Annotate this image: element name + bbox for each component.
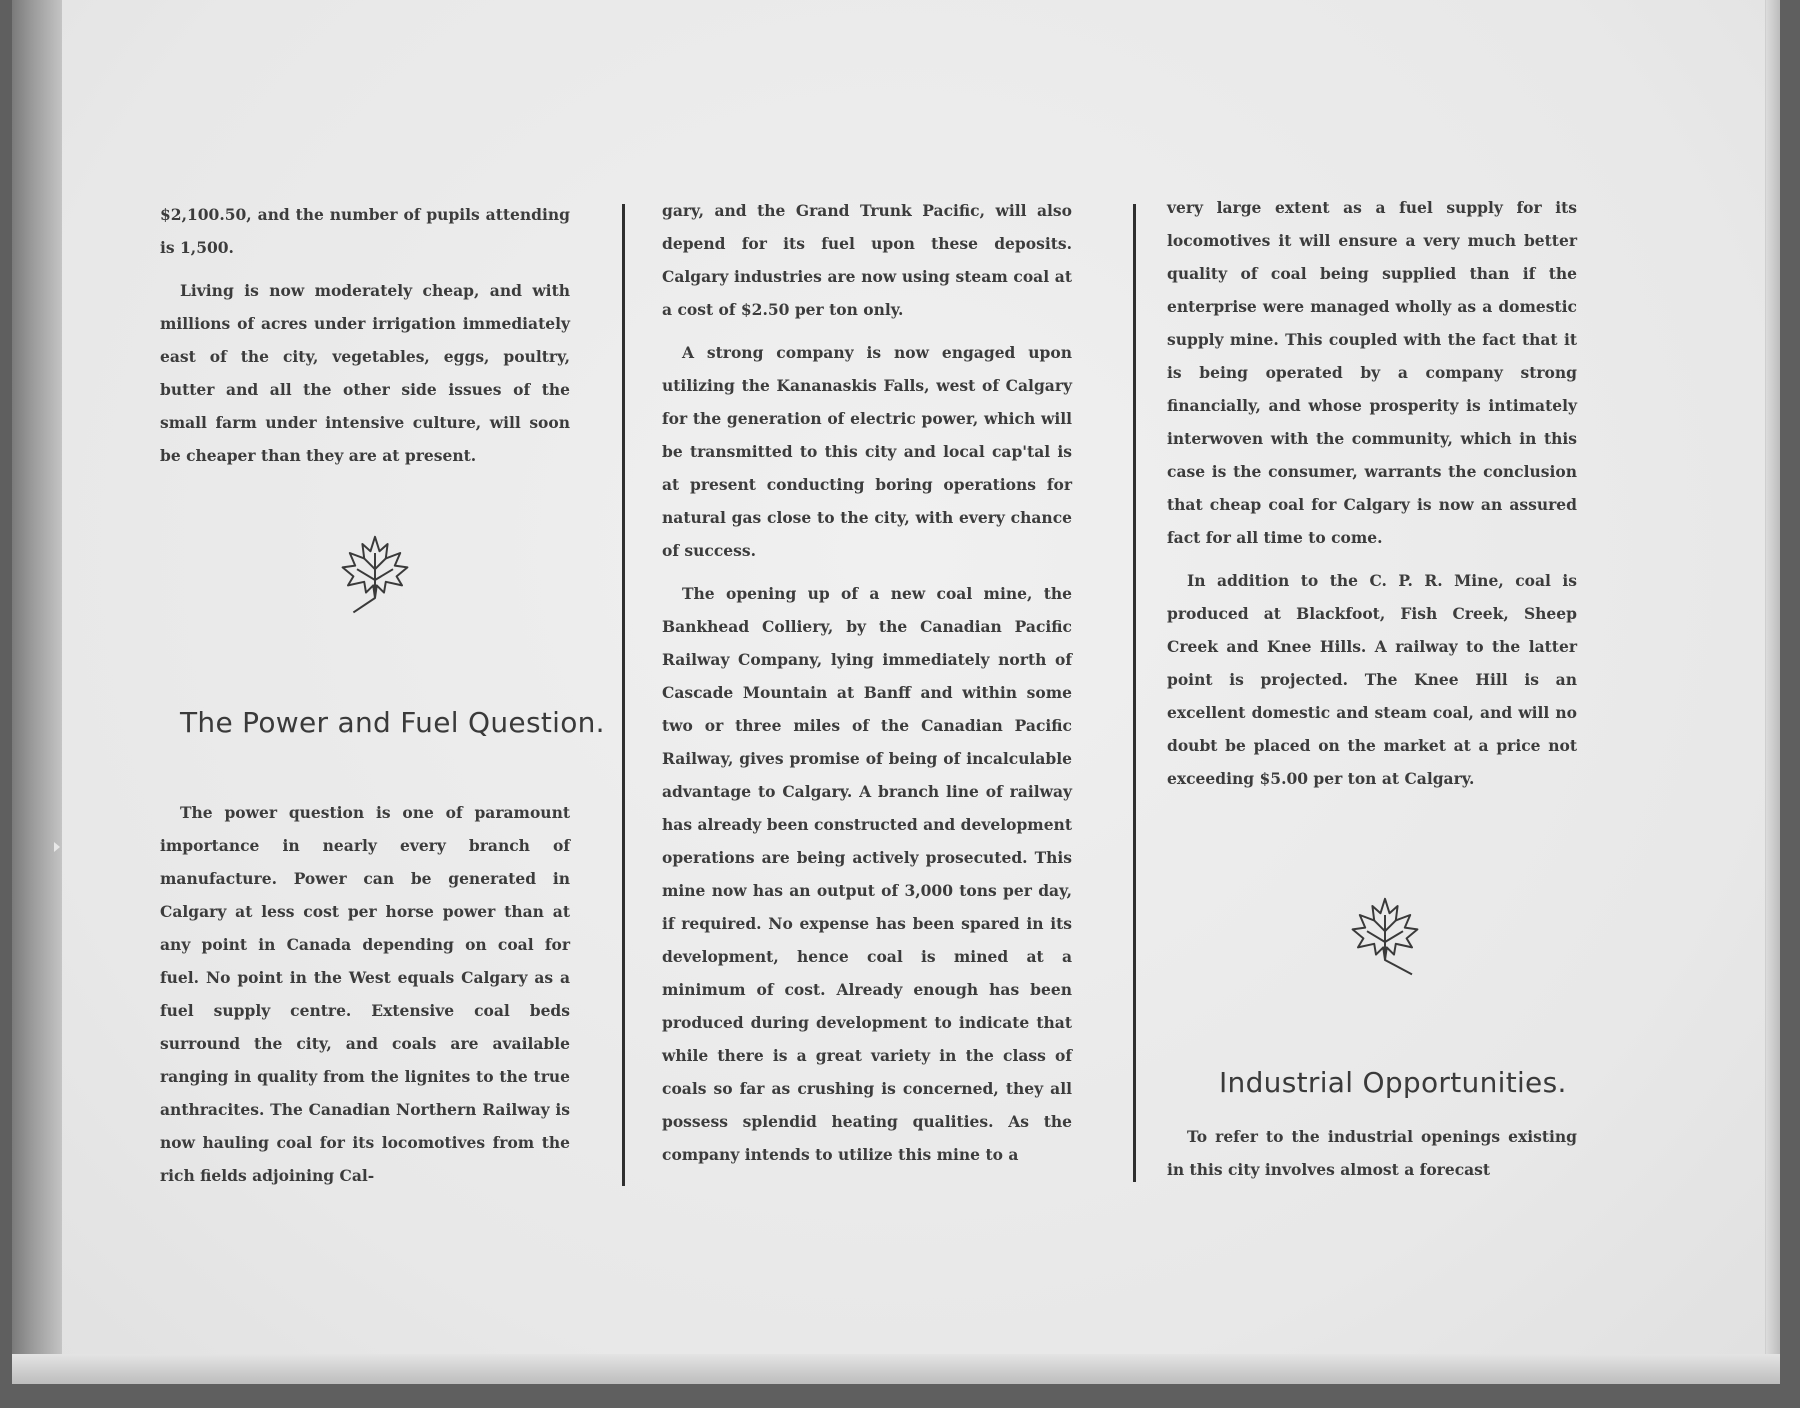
page-marker (54, 842, 60, 852)
column-3-top (1167, 191, 1577, 805)
maple-leaf-icon (1340, 888, 1430, 978)
section-heading: Industrial Opportunities. (1219, 1066, 1567, 1099)
column-3-bottom (1167, 1120, 1577, 1196)
paragraph: A strong company is now engaged upon utilizing the Kananaskis Falls, west of Calgary for the generation of electric power, which will be transmitted to this city and local cap'tal is at present conducting boring operations for natural gas close to the city, with every chance of success. (662, 343, 1072, 560)
paragraph: gary, and the Grand Trunk Pacific, will also depend for its fuel upon these deposits. Calgary industries are now using steam coal at a cost of $2.50 per ton only. (662, 201, 1072, 319)
column-divider (1133, 204, 1136, 1182)
paragraph: In addition to the C. P. R. Mine, coal is produced at Blackfoot, Fish Creek, Sheep Creek and Knee Hills. A railway to the latter point is projected. The Knee Hill is an excellent domestic and steam coal, and will no doubt be placed on the market at a price not exceeding $5.00 per ton at Calgary. (1167, 571, 1577, 788)
column-divider (622, 204, 625, 1186)
column-1-bottom (160, 796, 570, 1202)
paragraph: very large extent as a fuel supply for its locomotives it will ensure a very much better quality of coal being supplied than if the enterprise were managed wholly as a domestic supply mine. This coupled with the fact that it is being operated by a company strong financially, and whose prosperity is intimately interwoven with the community, which in this case is the consumer, warrants the conclusion that cheap coal for Calgary is now an assured fact for all time to come. (1167, 198, 1577, 547)
page-edge (1765, 0, 1780, 1384)
column-1-top (160, 198, 570, 482)
paragraph: The power question is one of paramount importance in nearly every branch of manufacture. Power can be generated in Calgary at less cost per horse power than at any point in Canada depending on coal for fuel. No point in the West equals Calgary as a fuel supply centre. Extensive coal beds surround the city, and coals are available ranging in quality from the lignites to the true anthracites. The Canadian Northern Railway is now hauling coal for its locomotives from the rich fields adjoining Cal- (160, 803, 570, 1185)
paragraph: To refer to the industrial openings existing in this city involves almost a forecast (1167, 1127, 1577, 1179)
maple-leaf-icon (330, 526, 420, 616)
section-heading: The Power and Fuel Question. (180, 706, 605, 739)
book-page (12, 0, 1780, 1384)
page-bottom-edge (12, 1354, 1780, 1384)
column-2 (662, 194, 1072, 1181)
paragraph: $2,100.50, and the number of pupils attending is 1,500. (160, 205, 570, 257)
book-spine (12, 0, 62, 1384)
paragraph: The opening up of a new coal mine, the Bankhead Colliery, by the Canadian Pacific Railway Company, lying immediately north of Cascade Mountain at Banff and within some two or three miles of the Canadian Pacific Railway, gives promise of being of incalculable advantage to Calgary. A branch line of railway has already been constructed and development operations are being actively prosecuted. This mine now has an output of 3,000 tons per day, if required. No expense has been spared in its development, hence coal is mined at a minimum of cost. Already enough has been produced during development to indicate that while there is a great variety in the class of coals so far as crushing is concerned, they all possess splendid heating qualities. As the company intends to utilize this mine to a (662, 584, 1072, 1164)
paragraph: Living is now moderately cheap, and with millions of acres under irrigation immediately east of the city, vegetables, eggs, poultry, butter and all the other side issues of the small farm under intensive culture, will soon be cheaper than they are at present. (160, 281, 570, 465)
